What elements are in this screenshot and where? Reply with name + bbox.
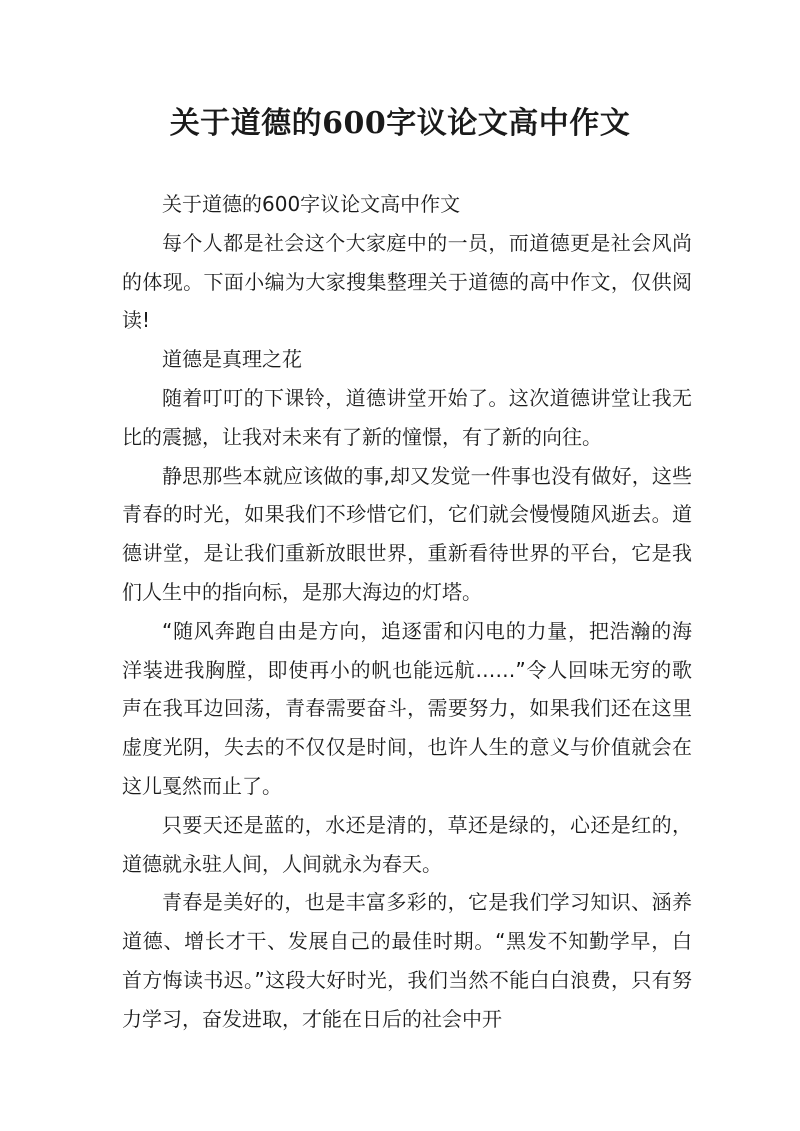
paragraph: 青春是美好的，也是丰富多彩的，它是我们学习知识、涵养道德、增长才干、发展自己的最佳时期。“黑发不知勤学早，白首方悔读书迟。”这段大好时光，我们当然不能白白浪费，只有努力学习，奋发进取，才能在日后的社会中开 — [122, 890, 692, 1031]
paragraph-intro: 每个人都是社会这个大家庭中的一员，而道德更是社会风尚的体现。下面小编为大家搜集整理关于道德的高中作文，仅供阅读! — [122, 230, 692, 333]
paragraph: “随风奔跑自由是方向，追逐雷和闪电的力量，把浩瀚的海洋装进我胸膛，即使再小的帆也能远航……”令人回味无穷的歌声在我耳边回荡，青春需要奋斗，需要努力，如果我们还在这里虚度光阴，失去的不仅仅是时间，也许人生的意义与价值就会在这儿戛然而止了。 — [122, 618, 692, 798]
paragraph: 静思那些本就应该做的事,却又发觉一件事也没有做好，这些青春的时光，如果我们不珍惜它们，它们就会慢慢随风逝去。道德讲堂，是让我们重新放眼世界，重新看待世界的平台，它是我们人生中的指向标，是那大海边的灯塔。 — [122, 463, 692, 604]
document-body — [122, 185, 692, 1039]
paragraph: 只要天还是蓝的，水还是清的，草还是绿的，心还是红的，道德就永驻人间，人间就永为春天。 — [122, 812, 692, 876]
paragraph: 随着叮叮的下课铃，道德讲堂开始了。这次道德讲堂让我无比的震撼，让我对未来有了新的憧憬，有了新的向往。 — [122, 385, 692, 449]
paragraph-heading: 道德是真理之花 — [162, 347, 302, 372]
paragraph-subtitle: 关于道德的600字议论文高中作文 — [162, 192, 461, 216]
document-title: 关于道德的600字议论文高中作文 — [169, 106, 631, 141]
